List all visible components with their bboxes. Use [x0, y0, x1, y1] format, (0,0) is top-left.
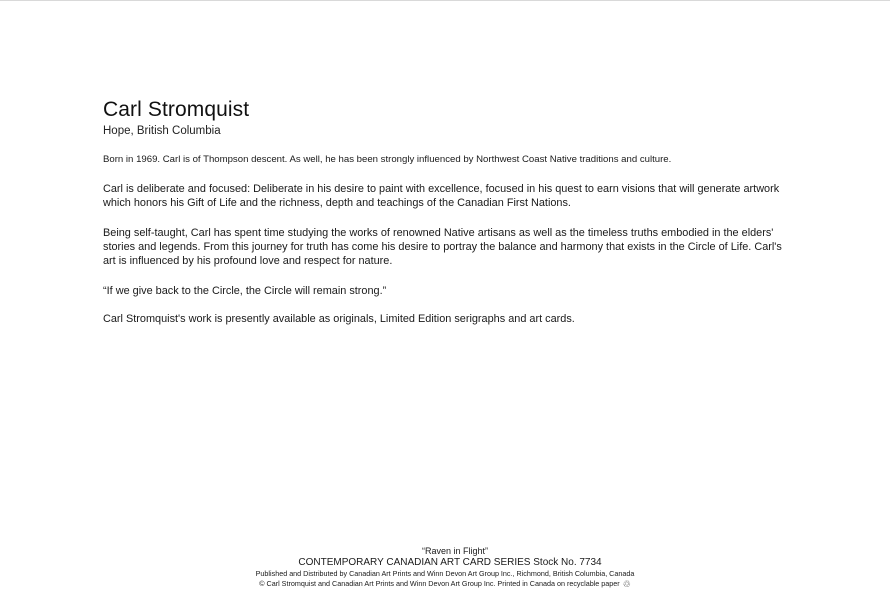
artist-name: Carl Stromquist	[103, 98, 250, 121]
bio-availability: Carl Stromquist's work is presently available as originals, Limited Edition serigraphs and art cards.	[103, 313, 575, 325]
bio-paragraph-1: Carl is deliberate and focused: Deliberate in his desire to paint with excellence, focused in his quest to earn visions that will generate artwork which honors his Gift of Life and the richness, depth and teachings of the Canadian First Nations.	[103, 183, 780, 209]
bio-paragraph-2: Being self-taught, Carl has spent time studying the works of renowned Native artisans as well as the timeless truths embodied in the elders' stories and legends. From this journey for truth has come his desire to portray the balance and harmony that exists in the Circle of Life. Carl's art is influenced by his profound love and respect for nature.	[103, 227, 782, 267]
copyright-line	[0, 579, 890, 589]
publisher-info: Published and Distributed by Canadian Art Prints and Winn Devon Art Group Inc., Richmond, British Columbia, Canada	[255, 569, 635, 578]
artwork-title: “Raven in Flight”	[421, 546, 489, 556]
bio-quote: “If we give back to the Circle, the Circle will remain strong.”	[103, 285, 387, 297]
artist-location: Hope, British Columbia	[103, 125, 221, 137]
copyright-text: © Carl Stromquist and Canadian Art Prints and Winn Devon Art Group Inc. Printed in Canada on recyclable paper	[259, 579, 620, 588]
card-footer	[0, 546, 890, 589]
bio-born-paragraph: Born in 1969. Carl is of Thompson descent. As well, he has been strongly influenced by Northwest Coast Native traditions and culture.	[103, 154, 672, 165]
series-info: CONTEMPORARY CANADIAN ART CARD SERIES Stock No. 7734	[298, 557, 602, 568]
artist-bio-section	[103, 97, 793, 326]
recycle-icon: ♲	[622, 579, 631, 589]
